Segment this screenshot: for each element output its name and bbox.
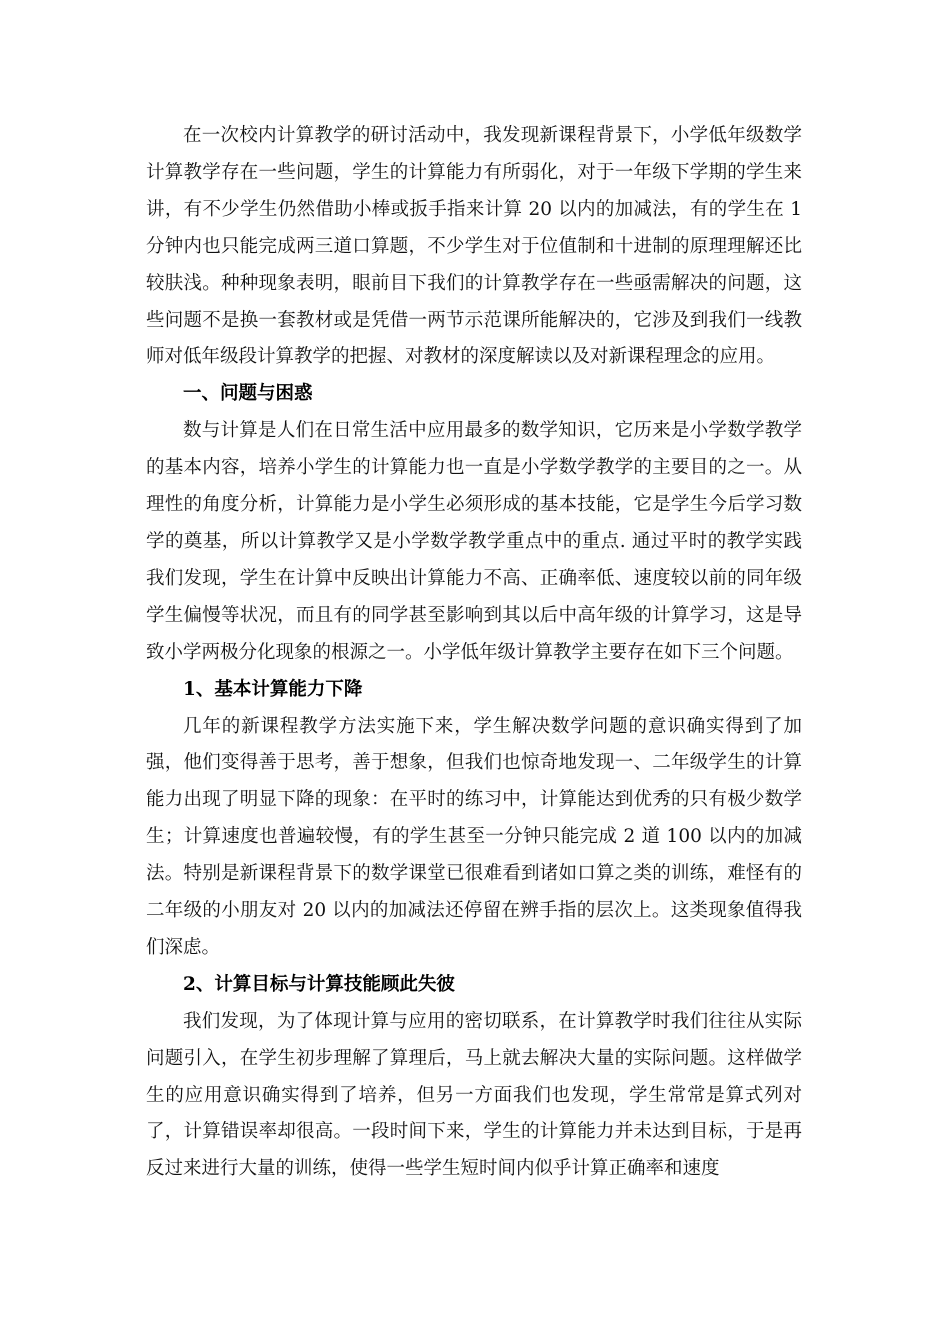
document-body	[146, 118, 802, 1188]
section-paragraph-problems: 数与计算是人们在日常生活中应用最多的数学知识，它历来是小学数学教学的基本内容，培养小学生的计算能力也一直是小学数学教学的主要目的之一。从理性的角度分析，计算能力是小学生必须形成的基本技能，它是学生今后学习数学的奠基，所以计算教学又是小学数学教学重点中的重点. 通过平时的教学实践我们发现，学生在计算中反映出计算能力不高、正确率低、速度较以前的同年级学生偏慢等状况，而且有的同学甚至影响到其以后中高年级的计算学习，这是导致小学两极分化现象的根源之一。小学低年级计算教学主要存在如下三个问题。	[146, 420, 802, 663]
subsection-paragraph-2: 我们发现，为了体现计算与应用的密切联系，在计算教学时我们往往从实际问题引入，在学生初步理解了算理后，马上就去解决大量的实际问题。这样做学生的应用意识确实得到了培养，但另一方面我们也发现，学生常常是算式列对了，计算错误率却很高。一段时间下来，学生的计算能力并未达到目标，于是再反过来进行大量的训练，使得一些学生短时间内似乎计算正确率和速度	[146, 1010, 802, 1180]
subsection-heading-2: 2、计算目标与计算技能顾此失彼	[183, 973, 455, 995]
subsection-paragraph-1: 几年的新课程教学方法实施下来，学生解决数学问题的意识确实得到了加强，他们变得善于思考，善于想象，但我们也惊奇地发现一、二年级学生的计算能力出现了明显下降的现象：在平时的练习中，计算能达到优秀的只有极少数学生；计算速度也普遍较慢，有的学生甚至一分钟只能完成 2 道 100 以内的加减法。特别是新课程背景下的数学课堂已很难看到诸如口算之类的训练，难怪有的二年级的小朋友对 20 以内的加减法还停留在辨手指的层次上。这类现象值得我们深虑。	[146, 715, 802, 958]
section-heading-problems: 一、问题与困惑	[183, 383, 313, 405]
subsection-heading-1: 1、基本计算能力下降	[183, 678, 363, 700]
intro-paragraph: 在一次校内计算教学的研讨活动中，我发现新课程背景下，小学低年级数学计算教学存在一些问题，学生的计算能力有所弱化，对于一年级下学期的学生来讲，有不少学生仍然借助小棒或扳手指来计算 20 以内的加减法，有的学生在 1 分钟内也只能完成两三道口算题，不少学生对于位值制和十进制的原理理解还比较肤浅。种种现象表明，眼前目下我们的计算教学存在一些亟需解决的问题，这些问题不是换一套教材或是凭借一两节示范课所能解决的，它涉及到我们一线教师对低年级段计算教学的把握、对教材的深度解读以及对新课程理念的应用。	[146, 125, 802, 368]
